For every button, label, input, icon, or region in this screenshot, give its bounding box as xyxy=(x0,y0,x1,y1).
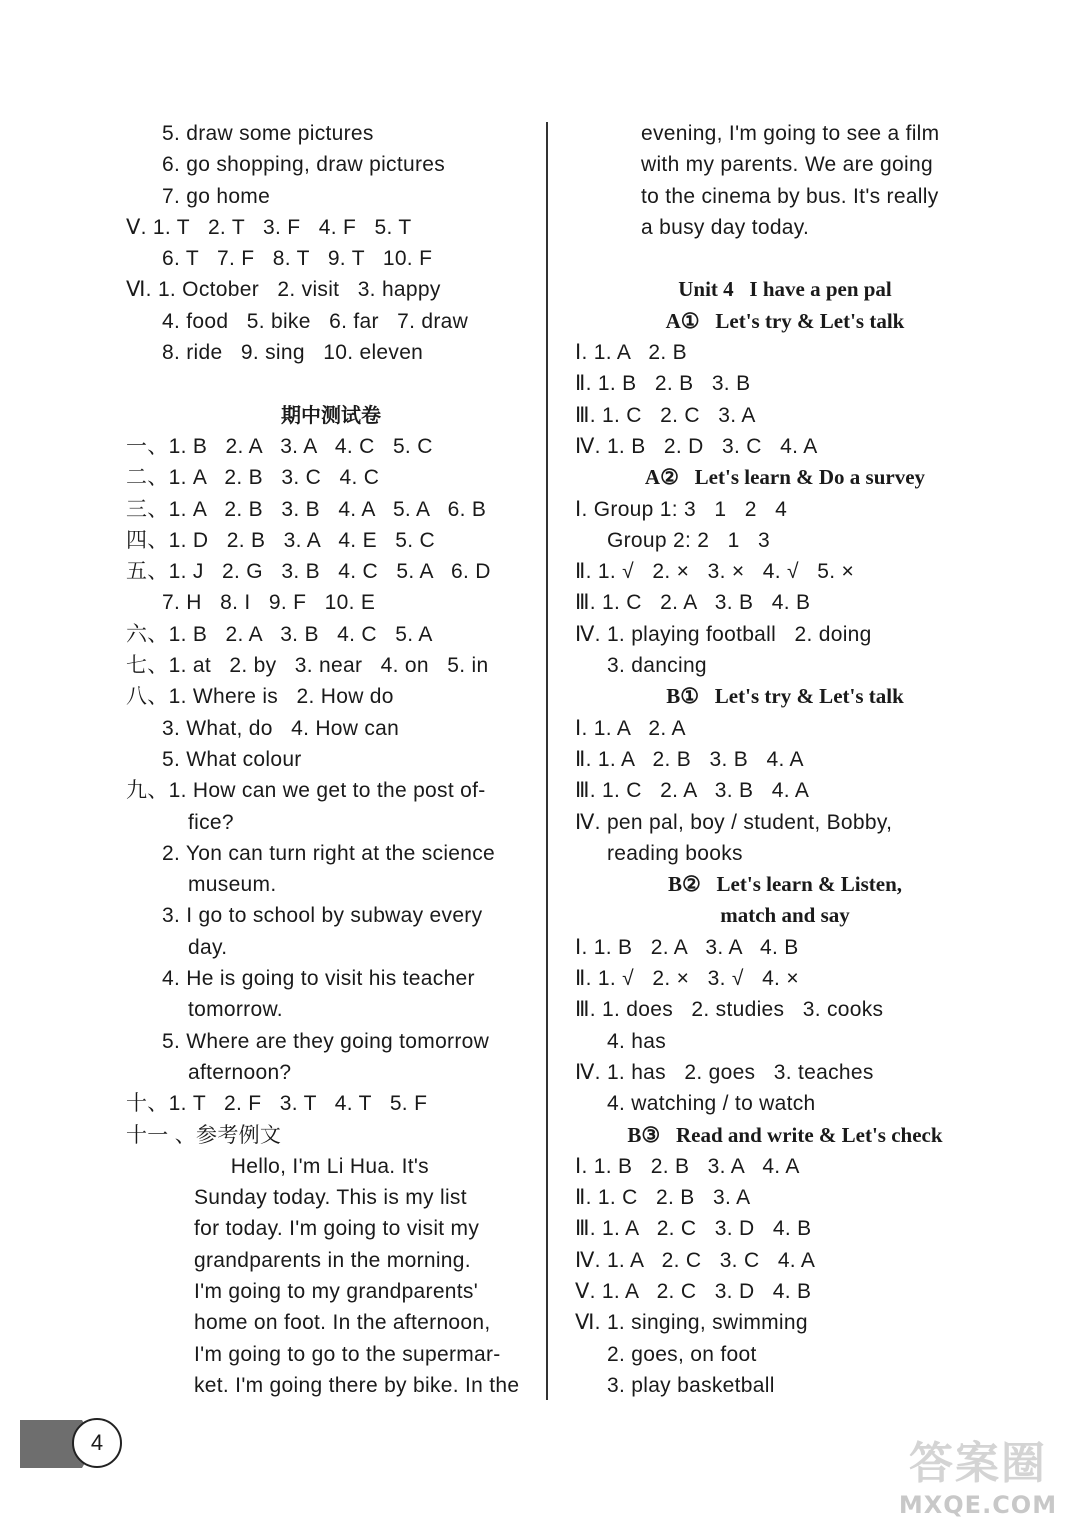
answer-line: Sunday today. This is my list xyxy=(194,1186,467,1210)
answer-line: Ⅲ. 1. C 2. C 3. A xyxy=(575,403,756,427)
answer-line: 3. dancing xyxy=(607,654,707,678)
answer-line: 4. watching / to watch xyxy=(607,1092,816,1116)
answer-line: 九、1. How can we get to the post of- xyxy=(126,779,486,803)
section-heading: B① Let's try & Let's talk xyxy=(666,684,904,709)
section-heading: B③ Read and write & Let's check xyxy=(627,1122,943,1147)
answer-line: fice? xyxy=(188,810,234,834)
answer-line: grandparents in the morning. xyxy=(194,1248,471,1272)
answer-line: Ⅳ. 1. has 2. goes 3. teaches xyxy=(575,1060,874,1084)
answer-line: 五、1. J 2. G 3. B 4. C 5. A 6. D xyxy=(126,560,491,584)
answer-line: Ⅲ. 1. A 2. C 3. D 4. B xyxy=(575,1217,812,1241)
answer-line: 3. What, do 4. How can xyxy=(162,716,400,740)
answer-line: reading books xyxy=(607,841,743,865)
answer-line: 七、1. at 2. by 3. near 4. on 5. in xyxy=(126,654,489,678)
column-divider xyxy=(546,122,548,1400)
watermark-url: MXQE.COM xyxy=(898,1491,1058,1519)
answer-line: 7. go home xyxy=(162,184,271,208)
answer-line: Ⅱ. 1. √ 2. × 3. × 4. √ 5. × xyxy=(575,560,855,584)
answer-line: afternoon? xyxy=(188,1060,292,1084)
answer-line: to the cinema by bus. It's really xyxy=(641,184,939,208)
answer-line: 4. He is going to visit his teacher xyxy=(162,967,475,991)
answer-line: Ⅵ. 1. singing, swimming xyxy=(575,1311,808,1335)
spacer xyxy=(126,368,536,399)
answer-line: Ⅲ. 1. does 2. studies 3. cooks xyxy=(575,998,884,1022)
page-number: 4 xyxy=(72,1418,122,1468)
section-heading: A② Let's learn & Do a survey xyxy=(644,465,926,490)
spacer xyxy=(575,243,995,274)
answer-line: Ⅱ. 1. B 2. B 3. B xyxy=(575,372,751,396)
answer-line: Ⅰ. 1. B 2. B 3. A 4. A xyxy=(575,1154,800,1178)
answer-line: I'm going to my grandparents' xyxy=(194,1279,479,1303)
answer-line: 5. What colour xyxy=(162,747,302,771)
section-heading: 期中测试卷 xyxy=(281,402,381,427)
answer-line: 3. play basketball xyxy=(607,1373,775,1397)
answer-line: Ⅵ. 1. October 2. visit 3. happy xyxy=(126,278,441,302)
answer-line: 6. T 7. F 8. T 9. T 10. F xyxy=(162,247,433,271)
answer-line: 八、1. Where is 2. How do xyxy=(126,685,394,709)
answer-line: Ⅴ. 1. A 2. C 3. D 4. B xyxy=(575,1279,812,1303)
watermark xyxy=(893,1438,1063,1524)
answer-line: for today. I'm going to visit my xyxy=(194,1217,480,1241)
answer-line: a busy day today. xyxy=(641,215,810,239)
answer-line: 4. food 5. bike 6. far 7. draw xyxy=(162,309,469,333)
answer-line: Hello, I'm Li Hua. It's xyxy=(194,1154,429,1178)
right-column xyxy=(575,118,995,1401)
answer-line: Ⅰ. 1. B 2. A 3. A 4. B xyxy=(575,935,799,959)
answer-line: Ⅳ. 1. A 2. C 3. C 4. A xyxy=(575,1248,816,1272)
left-column xyxy=(126,118,536,1401)
section-heading: A① Let's try & Let's talk xyxy=(665,308,905,333)
answer-line: evening, I'm going to see a film xyxy=(641,122,940,145)
section-heading: Unit 4 I have a pen pal xyxy=(678,277,892,302)
answer-line: 2. goes, on foot xyxy=(607,1342,757,1366)
answer-line: 二、1. A 2. B 3. C 4. C xyxy=(126,466,380,490)
answer-line: home on foot. In the afternoon, xyxy=(194,1311,491,1335)
section-heading: match and say xyxy=(720,903,850,928)
answer-line: Ⅰ. 1. A 2. B xyxy=(575,341,687,365)
watermark-logo-text: 答案圈 xyxy=(909,1438,1047,1489)
answer-line: Ⅱ. 1. A 2. B 3. B 4. A xyxy=(575,747,804,771)
answer-line: 5. Where are they going tomorrow xyxy=(162,1029,490,1053)
answer-line: ket. I'm going there by bike. In the xyxy=(194,1373,520,1397)
answer-line: Ⅳ. 1. playing football 2. doing xyxy=(575,622,872,646)
answer-line: 8. ride 9. sing 10. eleven xyxy=(162,341,424,365)
answer-line: 3. I go to school by subway every xyxy=(162,904,483,928)
answer-line: 2. Yon can turn right at the science xyxy=(162,841,496,865)
answer-line: 十、1. T 2. F 3. T 4. T 5. F xyxy=(126,1092,428,1116)
answer-line: Ⅴ. 1. T 2. T 3. F 4. F 5. T xyxy=(126,215,412,239)
answer-line: Ⅳ. 1. B 2. D 3. C 4. A xyxy=(575,434,818,458)
answer-line: day. xyxy=(188,935,228,959)
answer-line: 5. draw some pictures xyxy=(162,122,374,145)
answer-line: Ⅳ. pen pal, boy / student, Bobby, xyxy=(575,810,893,834)
answer-line: with my parents. We are going xyxy=(641,153,933,177)
section-heading: B② Let's learn & Listen, xyxy=(667,872,903,897)
answer-line: 三、1. A 2. B 3. B 4. A 5. A 6. B xyxy=(126,497,487,521)
answer-line: Ⅲ. 1. C 2. A 3. B 4. B xyxy=(575,591,811,615)
answer-line: tomorrow. xyxy=(188,998,283,1022)
answer-line: Ⅱ. 1. √ 2. × 3. √ 4. × xyxy=(575,967,799,991)
answer-line: 四、1. D 2. B 3. A 4. E 5. C xyxy=(126,528,435,552)
answer-line: 一、1. B 2. A 3. A 4. C 5. C xyxy=(126,434,433,458)
answer-line: 6. go shopping, draw pictures xyxy=(162,153,446,177)
answer-line: 4. has xyxy=(607,1029,667,1053)
answer-line: 十一 、参考例文 xyxy=(126,1123,282,1147)
answer-line: 六、1. B 2. A 3. B 4. C 5. A xyxy=(126,622,433,646)
answer-line: Ⅲ. 1. C 2. A 3. B 4. A xyxy=(575,779,810,803)
answer-line: Ⅱ. 1. C 2. B 3. A xyxy=(575,1186,751,1210)
answer-line: Ⅰ. Group 1: 3 1 2 4 xyxy=(575,497,788,521)
answer-line: 7. H 8. I 9. F 10. E xyxy=(162,591,376,615)
answer-line: I'm going to go to the supermar- xyxy=(194,1342,501,1366)
answer-line: museum. xyxy=(188,873,277,897)
answer-line: Group 2: 2 1 3 xyxy=(607,528,770,552)
answer-line: Ⅰ. 1. A 2. A xyxy=(575,716,686,740)
